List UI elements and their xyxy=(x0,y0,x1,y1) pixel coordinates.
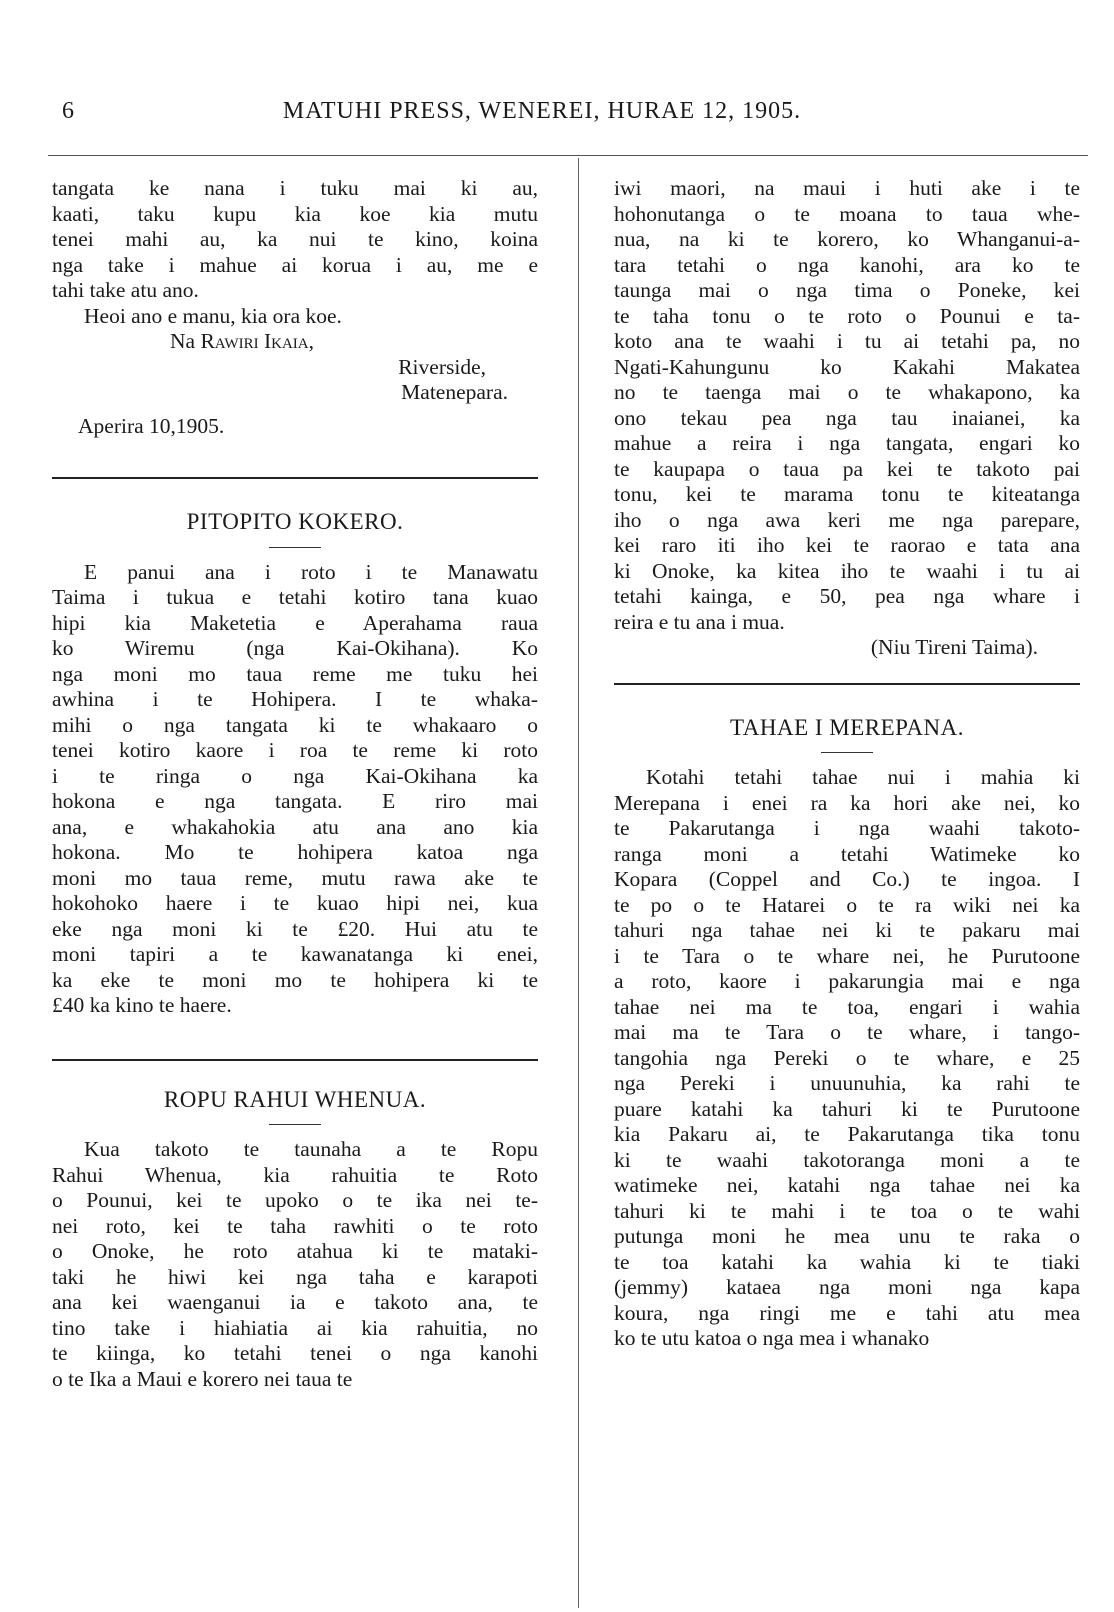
letter-date: Aperira 10,1905. xyxy=(78,413,225,438)
text-line: a roto, kaore i pakarungia mai e nga xyxy=(614,969,1080,993)
letter-body xyxy=(52,176,538,304)
title-rule xyxy=(269,1124,321,1125)
text-line: reira e tu ana i mua. xyxy=(614,609,785,634)
text-line: te kaupapa o taua pa kei te takoto pai xyxy=(614,456,1080,481)
text-line: Kotahi tetahi tahae nui i mahia ki xyxy=(646,765,1080,789)
article-tahae xyxy=(614,765,1080,1352)
text-line: hohonutanga o te moana to taua whe- xyxy=(614,201,1080,226)
right-column xyxy=(614,176,1080,1352)
text-line: te Pakarutanga i nga waahi takoto- xyxy=(614,816,1080,840)
text-line: Rahui Whenua, kia rahuitia te Roto xyxy=(52,1162,538,1187)
text-line: ranga moni a tetahi Watimeke ko xyxy=(614,841,1080,866)
text-line: o te Ika a Maui e korero nei taua te xyxy=(52,1366,353,1391)
section-rule xyxy=(52,1059,538,1061)
text-line: te taha tonu o te roto o Pounui e ta- xyxy=(614,303,1080,328)
page-header xyxy=(0,98,1114,138)
text-line: hipi kia Maketetia e Aperahama raua xyxy=(52,610,538,635)
title-rule xyxy=(821,752,873,753)
signature-place-1: Riverside, xyxy=(398,354,486,379)
text-line: koto ana te waahi i tu ai tetahi pa, no xyxy=(614,329,1080,353)
text-line: tetahi kainga, e 50, pea nga whare i xyxy=(614,584,1080,608)
text-line: ko Wiremu (nga Kai-Okihana). Ko xyxy=(52,636,538,660)
text-line: moni mo taua reme, mutu rawa ake te xyxy=(52,865,538,890)
letter-closing: Heoi ano e manu, kia ora koe. xyxy=(84,303,342,328)
text-line: tino take i hiahiatia ai kia rahuitia, no xyxy=(52,1315,538,1340)
text-line: kei raro iti iho kei te raorao e tata ana xyxy=(614,533,1080,557)
section-title-pitopito: PITOPITO KOKERO. xyxy=(186,509,404,534)
text-line: ki te waahi takotoranga moni a te xyxy=(614,1147,1080,1172)
text-line: awhina i te Hohipera. I te whaka- xyxy=(52,687,538,711)
text-line: watimeke nei, katahi nga tahae nei ka xyxy=(614,1173,1080,1197)
text-line: tara tetahi o nga kanohi, ara ko te xyxy=(614,252,1080,277)
section-rule xyxy=(614,683,1080,685)
text-line: kia Pakaru ai, te Pakarutanga tika tonu xyxy=(614,1122,1080,1146)
text-line: puare katahi ka tahuri ki te Purutoone xyxy=(614,1096,1080,1121)
text-line: ana, e whakahokia atu ana ano kia xyxy=(52,814,538,839)
text-line: ana kei waenganui ia e takoto ana, te xyxy=(52,1290,538,1314)
text-line: taki he hiwi kei nga taha e karapoti xyxy=(52,1264,538,1289)
title-rule xyxy=(269,547,321,548)
section-title-tahae: TAHAE I MEREPANA. xyxy=(730,714,964,740)
text-line: tahae nei ma te toa, engari i wahia xyxy=(614,994,1080,1019)
text-line: nua, na ki te korero, ko Whanganui-a- xyxy=(614,227,1080,251)
text-line: nga moni mo taua reme me tuku hei xyxy=(52,661,538,686)
text-line: o Pounui, kei te upoko o te ika nei te- xyxy=(52,1188,538,1212)
text-line: ko te utu katoa o nga mea i whanako xyxy=(614,1326,930,1350)
text-line: Kua takoto te taunaha a te Ropu xyxy=(84,1137,538,1161)
section-rule xyxy=(52,477,538,479)
text-line: te kiinga, ko tetahi tenei o nga kanohi xyxy=(52,1341,538,1365)
text-line: no te taenga mai o te whakapono, ka xyxy=(614,380,1080,404)
text-line: mahue a reira i nga tangata, engari ko xyxy=(614,431,1080,455)
text-line: eke nga moni ki te £20. Hui atu te xyxy=(52,916,538,941)
text-line: hokona e nga tangata. E riro mai xyxy=(52,789,538,813)
text-line: kaati, taku kupu kia koe kia mutu xyxy=(52,201,538,226)
text-line: tonu, kei te marama tonu te kiteatanga xyxy=(614,482,1080,506)
text-line: Taima i tukua e tetahi kotiro tana kuao xyxy=(52,585,538,609)
text-line: i te ringa o nga Kai-Okihana ka xyxy=(52,763,538,788)
text-line: hokohoko haere i te kuao hipi nei, kua xyxy=(52,891,538,915)
header-rule xyxy=(48,155,1088,156)
text-line: o Onoke, he roto atahua ki te mataki- xyxy=(52,1239,538,1263)
section-title-ropu: ROPU RAHUI WHENUA. xyxy=(163,1086,427,1112)
text-line: mai ma te Tara o te whare, i tango- xyxy=(614,1020,1080,1044)
text-line: te toa katahi ka wahia ki te tiaki xyxy=(614,1249,1080,1274)
text-line: nga Pereki i unuunuhia, ka rahi te xyxy=(614,1071,1080,1095)
text-line: taunga mai o nga tima o Poneke, kei xyxy=(614,278,1080,302)
text-line: tenei kotiro kaore i roa te reme ki roto xyxy=(52,738,538,762)
text-line: ka eke te moni mo te hohipera ki te xyxy=(52,967,538,992)
signature-place-2: Matenepara. xyxy=(401,380,508,404)
text-line: te po o te Hatarei o te ra wiki nei ka xyxy=(614,892,1080,917)
text-line: moni tapiri a te kawanatanga ki enei, xyxy=(52,942,538,966)
text-line: nga take i mahue ai korua i au, me e xyxy=(52,252,538,277)
article-credit: (Niu Tireni Taima). xyxy=(870,635,1038,659)
text-line: mihi o nga tangata ki te whakaaro o xyxy=(52,712,538,737)
text-line: i te Tara o te whare nei, he Purutoone xyxy=(614,943,1080,968)
text-line: (jemmy) kataea nga moni nga kapa xyxy=(614,1275,1080,1299)
text-line: tahi take atu ano. xyxy=(52,278,199,302)
letter-signature xyxy=(52,329,538,355)
text-line: tahuri nga tahae nei ki te pakaru mai xyxy=(614,918,1080,942)
text-line: ki Onoke, ka kitea iho te waahi i tu ai xyxy=(614,558,1080,583)
left-column xyxy=(52,176,538,1392)
text-line: iho o nga awa keri me nga parepare, xyxy=(614,507,1080,532)
text-line: E panui ana i roto i te Manawatu xyxy=(84,559,538,584)
text-line: £40 ka kino te haere. xyxy=(52,993,232,1017)
signature-prefix: Na xyxy=(170,329,196,353)
text-line: tangohia nga Pereki o te whare, e 25 xyxy=(614,1045,1080,1070)
article-continuation xyxy=(614,176,1080,635)
column-divider xyxy=(578,158,579,1608)
text-line: ono tekau pea nga tau inaianei, ka xyxy=(614,405,1080,430)
page-number: 6 xyxy=(62,98,74,124)
text-line: iwi maori, na maui i huti ake i te xyxy=(614,176,1080,200)
text-line: tahuri ki te mahi i te toa o te wahi xyxy=(614,1198,1080,1223)
text-line: Merepana i enei ra ka hori ake nei, ko xyxy=(614,790,1080,815)
article-pitopito xyxy=(52,560,538,1019)
masthead-title: MATUHI PRESS, WENEREI, HURAE 12, 1905. xyxy=(282,98,802,124)
text-line: Ngati-Kahungunu ko Kakahi Makatea xyxy=(614,354,1080,379)
signature-name: Rawiri Ikaia, xyxy=(200,329,314,353)
text-line: koura, nga ringi me e tahi atu mea xyxy=(614,1300,1080,1325)
text-line: nei roto, kei te taha rawhiti o te roto xyxy=(52,1213,538,1238)
text-line: Kopara (Coppel and Co.) te ingoa. I xyxy=(614,867,1080,891)
article-ropu xyxy=(52,1137,538,1392)
text-line: tenei mahi au, ka nui te kino, koina xyxy=(52,227,538,251)
text-line: tangata ke nana i tuku mai ki au, xyxy=(52,176,538,200)
text-line: putunga moni he mea unu te raka o xyxy=(614,1224,1080,1248)
text-line: hokona. Mo te hohipera katoa nga xyxy=(52,840,538,864)
